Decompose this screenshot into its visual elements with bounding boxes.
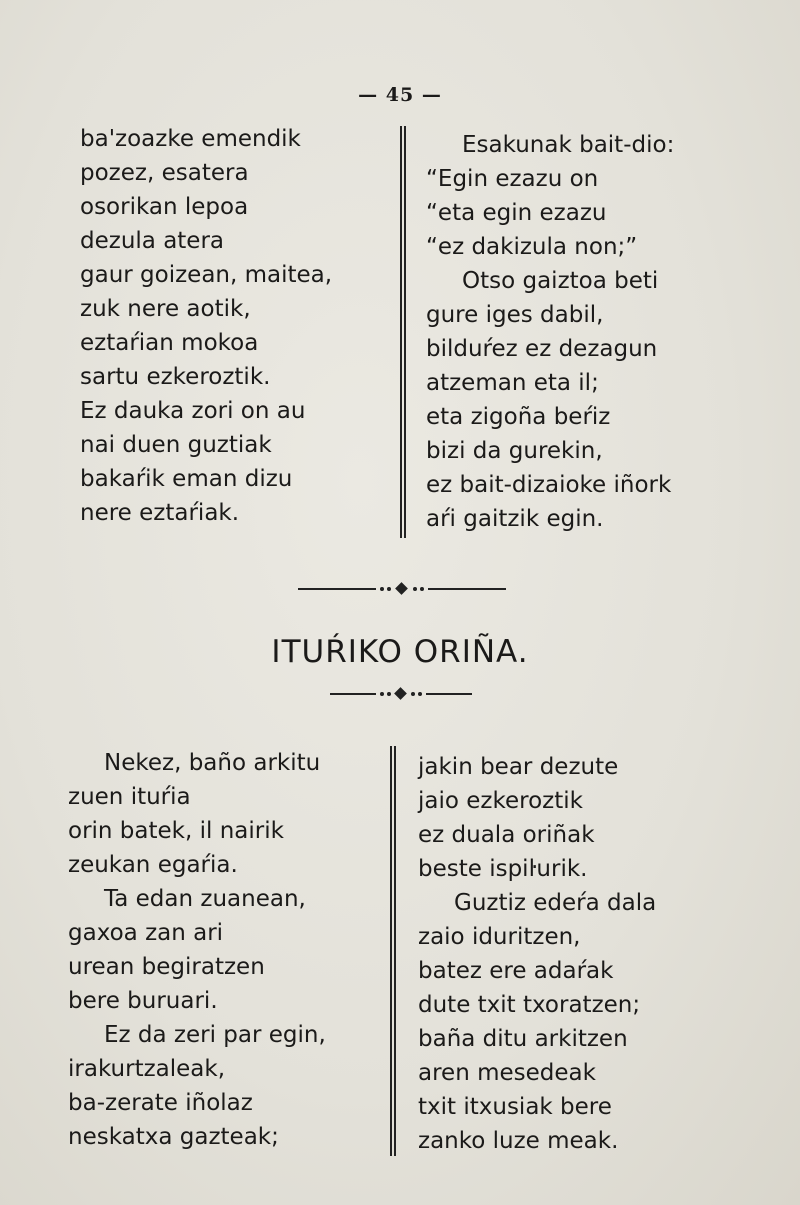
poem-column-bottom-right (418, 750, 656, 1158)
verse-line: gaur goizean, maitea, (80, 262, 333, 288)
verse-line: aŕi gaitzik egin. (426, 506, 604, 532)
verse-line: zuen ituŕia (68, 784, 191, 810)
verse-line: sartu ezkeroztik. (80, 364, 271, 390)
verse-line: ba-zerate iñolaz (68, 1090, 253, 1116)
verse-line: pozez, esatera (80, 160, 249, 186)
poem-column-bottom-left (68, 746, 326, 1154)
verse-line: “eta egin ezazu (426, 200, 607, 226)
verse-line: eztaŕian mokoa (80, 330, 259, 356)
verse-line: gaxoa zan ari (68, 920, 224, 946)
verse-line: Esakunak bait-dio: (462, 132, 675, 158)
page-number: — 45 — (358, 84, 442, 106)
verse-line: atzeman eta il; (426, 370, 599, 396)
verse-line: jakin bear dezute (418, 754, 619, 780)
verse-line: dezula atera (80, 228, 225, 254)
verse-line: eta zigoña beŕiz (426, 404, 611, 430)
verse-line: urean begiratzen (68, 954, 265, 980)
verse-line: osorikan lepoa (80, 194, 249, 220)
ornamental-rule-top (298, 583, 506, 595)
verse-line: dute txit txoratzen; (418, 992, 641, 1018)
verse-line: Guztiz edeŕa dala (454, 890, 657, 916)
verse-line: ba'zoazke emendik (80, 126, 301, 152)
verse-line: zuk nere aotik, (80, 296, 251, 322)
verse-line: ez duala oriñak (418, 822, 595, 848)
verse-line: aren mesedeak (418, 1060, 596, 1086)
verse-line: nai duen guztiak (80, 432, 272, 458)
poem-column-top-right (426, 128, 674, 536)
verse-line: Ez dauka zori on au (80, 398, 306, 424)
verse-line: batez ere adaŕak (418, 958, 614, 984)
column-divider-bottom (390, 746, 396, 1156)
ornamental-rule-bottom (330, 688, 472, 700)
verse-line: gure iges dabil, (426, 302, 604, 328)
poem-column-top-left (80, 122, 332, 530)
verse-line: “ez dakizula non;” (426, 234, 638, 260)
verse-line: orin batek, il nairik (68, 818, 284, 844)
verse-line: Otso gaiztoa beti (462, 268, 659, 294)
verse-line: zeukan egaŕia. (68, 852, 238, 878)
verse-line: txit itxusiak bere (418, 1094, 612, 1120)
column-divider-top (400, 126, 406, 538)
verse-line: jaio ezkeroztik (418, 788, 583, 814)
verse-line: beste ispiŀurik. (418, 856, 588, 882)
verse-line: neskatxa gazteak; (68, 1124, 279, 1150)
verse-line: “Egin ezazu on (426, 166, 599, 192)
verse-line: nere eztaŕiak. (80, 500, 240, 526)
verse-line: bizi da gurekin, (426, 438, 603, 464)
verse-line: bilduŕez ez dezagun (426, 336, 658, 362)
verse-line: ez bait-dizaioke iñork (426, 472, 672, 498)
verse-line: Ta edan zuanean, (104, 886, 306, 912)
verse-line: Nekez, baño arkitu (104, 750, 321, 776)
verse-line: bakaŕik eman dizu (80, 466, 293, 492)
verse-line: irakurtzaleak, (68, 1056, 226, 1082)
verse-line: Ez da zeri par egin, (104, 1022, 326, 1048)
verse-line: zaio iduritzen, (418, 924, 581, 950)
verse-line: bere buruari. (68, 988, 218, 1014)
poem-title: ITUŔIKO ORIÑA. (271, 634, 529, 670)
verse-line: zanko luze meak. (418, 1128, 619, 1154)
verse-line: baña ditu arkitzen (418, 1026, 628, 1052)
